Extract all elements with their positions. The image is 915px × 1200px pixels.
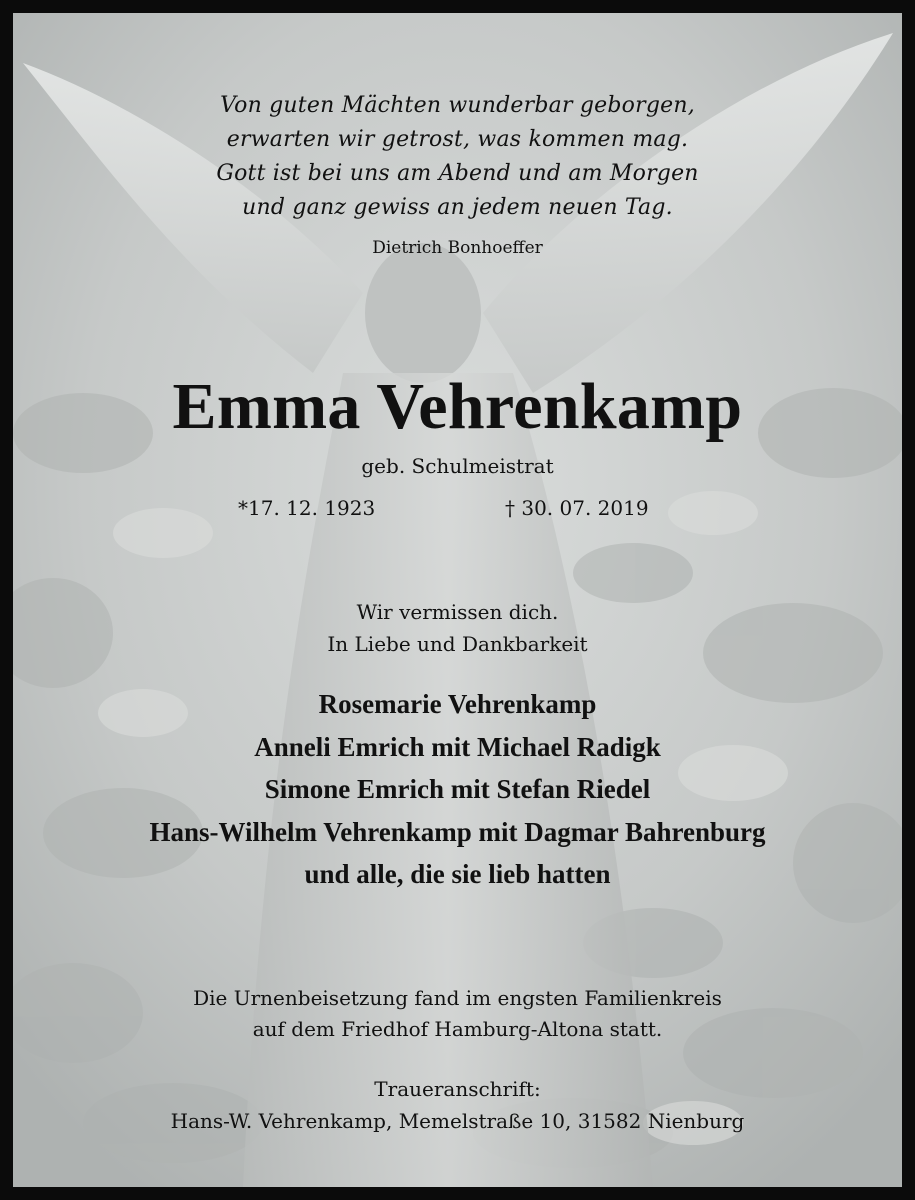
mourner-line: Anneli Emrich mit Michael Radigk xyxy=(254,731,661,762)
mourners-list xyxy=(13,683,902,896)
mourner-line: und alle, die sie lieb hatten xyxy=(304,859,611,889)
poem-author: Dietrich Bonhoeffer xyxy=(372,238,543,258)
mourning-address-value: Hans-W. Vehrenkamp, Memelstraße 10, 31582 Nienburg xyxy=(170,1109,745,1133)
burial-note xyxy=(13,983,902,1045)
notice-content xyxy=(13,13,902,1187)
farewell-line: In Liebe und Dankbarkeit xyxy=(327,632,588,656)
mourning-address xyxy=(13,1073,902,1137)
poem-line: Von guten Mächten wunderbar geborgen, xyxy=(220,93,695,118)
mourning-address-label: Traueranschrift: xyxy=(374,1077,541,1101)
birth-date: *17. 12. 1923 xyxy=(238,496,376,520)
poem-line: und ganz gewiss an jedem neuen Tag. xyxy=(242,195,673,220)
mourner-line: Hans-Wilhelm Vehrenkamp mit Dagmar Bahrenburg xyxy=(149,816,766,847)
poem-line: Gott ist bei uns am Abend und am Morgen xyxy=(216,161,699,186)
farewell-line: Wir vermissen dich. xyxy=(356,600,559,624)
burial-line: Die Urnenbeisetzung fand im engsten Familienkreis xyxy=(193,986,722,1010)
deceased-name: Emma Vehrenkamp xyxy=(172,370,743,443)
death-date: † 30. 07. 2019 xyxy=(505,496,649,520)
poem-quote xyxy=(13,89,902,225)
mourner-line: Rosemarie Vehrenkamp xyxy=(318,689,597,719)
farewell-message xyxy=(13,596,902,660)
maiden-name: geb. Schulmeistrat xyxy=(361,454,554,478)
poem-line: erwarten wir getrost, was kommen mag. xyxy=(226,127,689,152)
mourner-line: Simone Emrich mit Stefan Riedel xyxy=(264,774,651,804)
burial-line: auf dem Friedhof Hamburg-Altona statt. xyxy=(252,1017,663,1041)
